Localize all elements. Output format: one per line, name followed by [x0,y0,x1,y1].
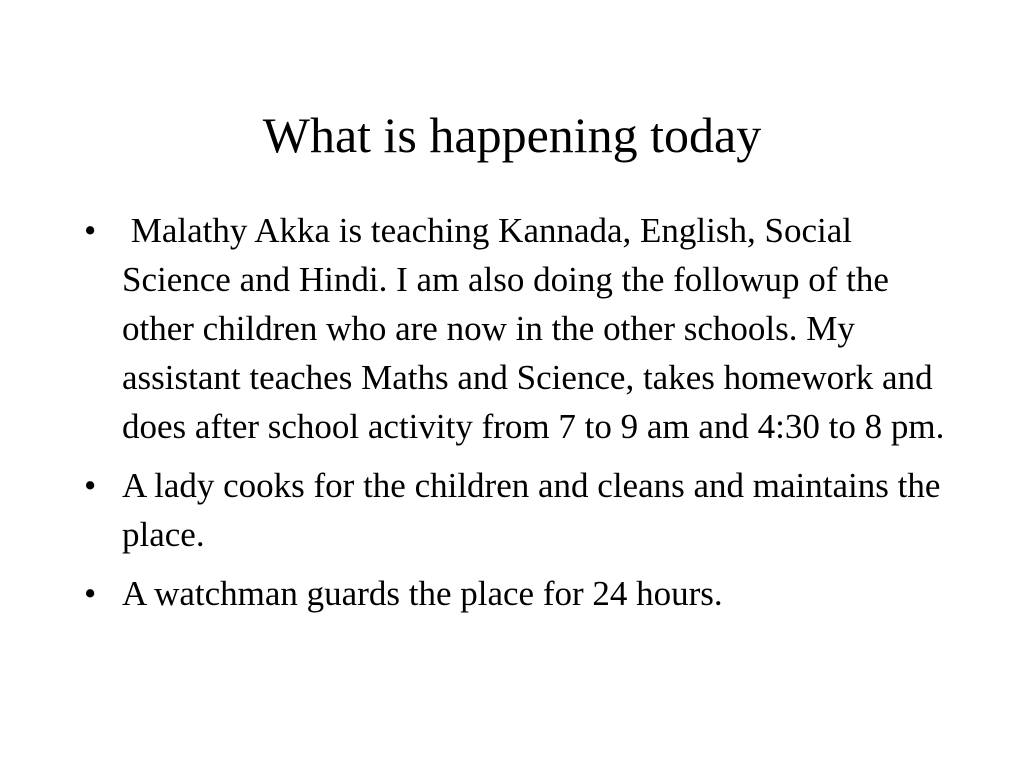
slide-title: What is happening today [262,107,762,163]
list-item [84,206,962,451]
list-item [84,569,962,618]
bullet-icon: • [84,211,97,250]
bullet-icon: • [84,466,97,505]
bullet-text: Malathy Akka is teaching Kannada, English, Social Science and Hindi. I am also doing the followup of the other children who are now in the other schools. My assistant teaches Maths and Science, takes homework and does after school activity from 7 to 9 am and 4:30 to 8 pm. [122,211,945,446]
bullet-list [84,206,962,628]
bullet-text: A watchman guards the place for 24 hours. [122,574,723,613]
bullet-text: A lady cooks for the children and cleans and maintains the place. [122,466,941,554]
list-item [84,461,962,559]
bullet-icon: • [84,574,97,613]
